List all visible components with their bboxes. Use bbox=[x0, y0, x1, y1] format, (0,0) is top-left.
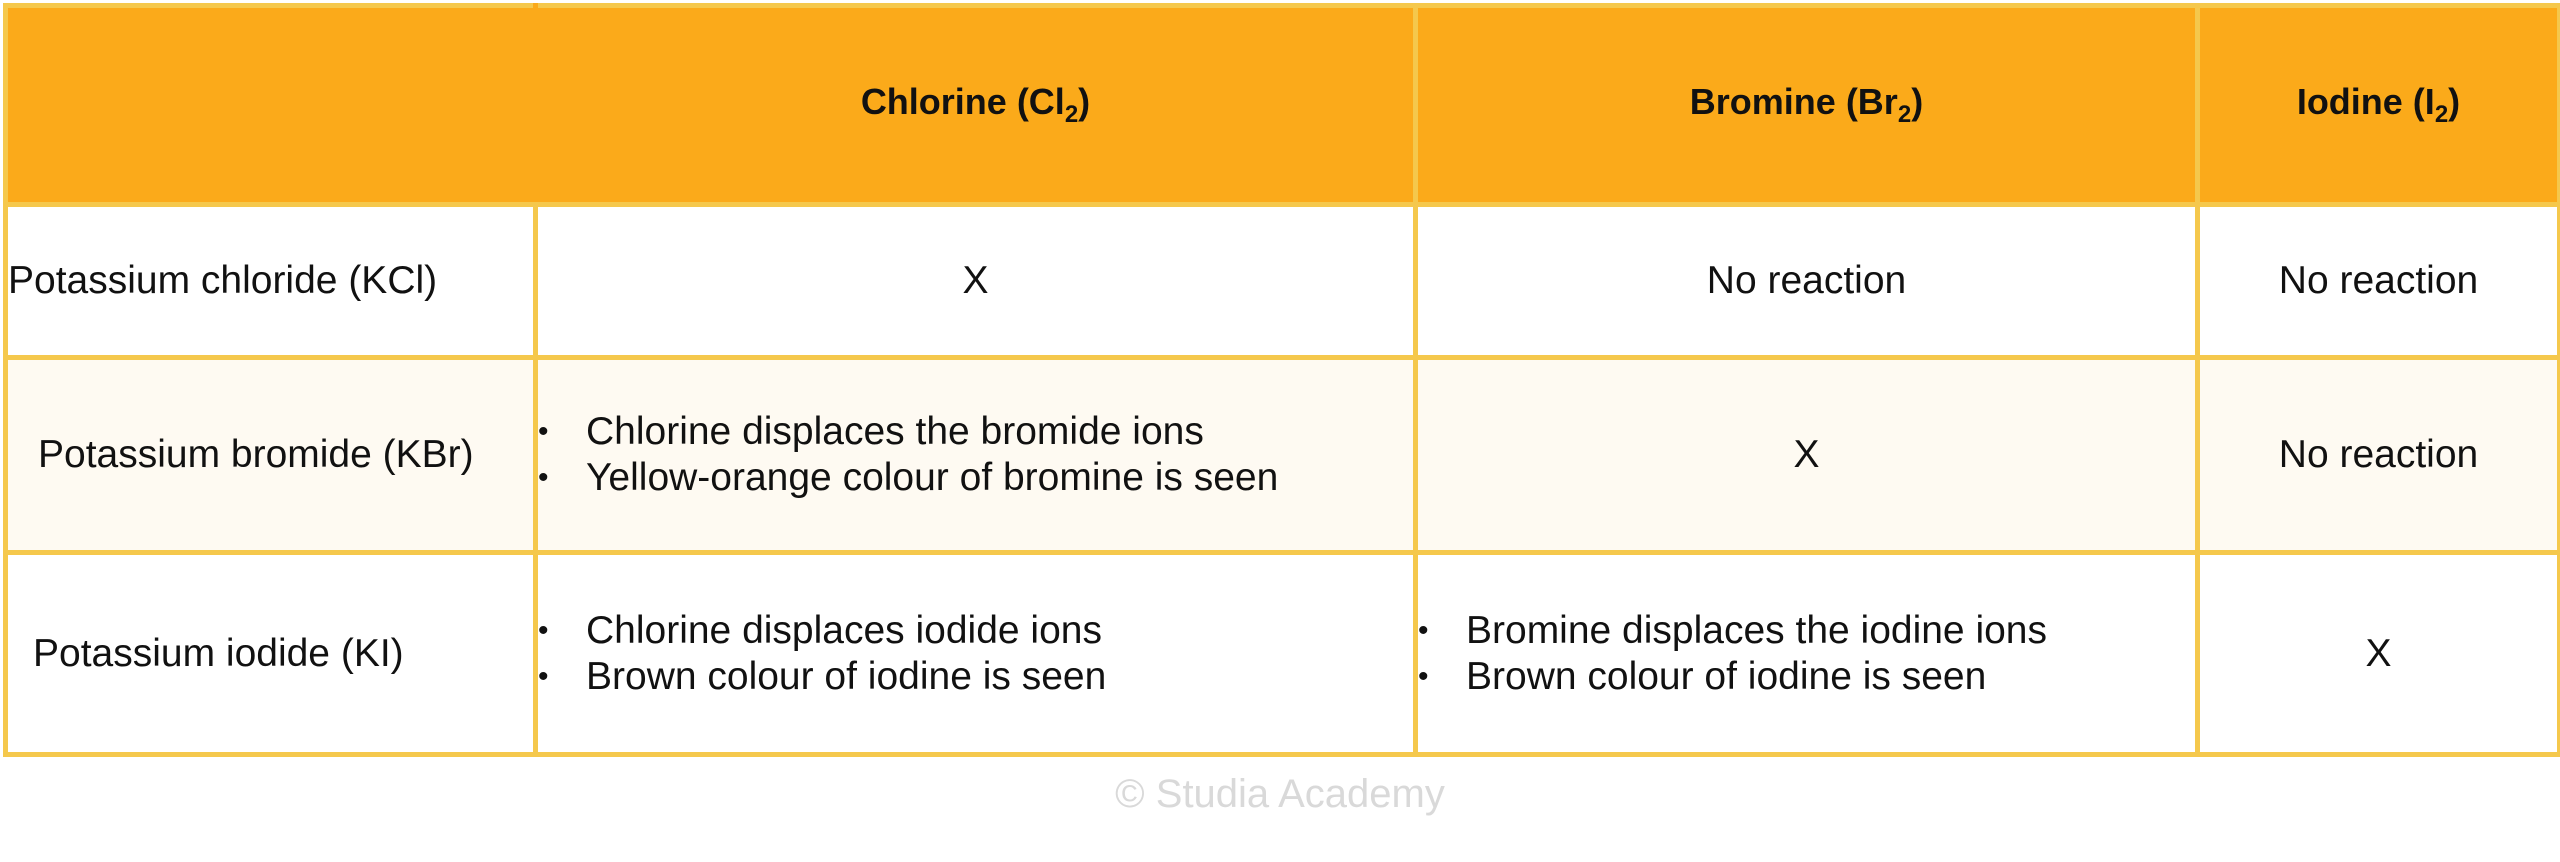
header-iodine-subscript: 2 bbox=[2434, 101, 2449, 128]
cell-kcl-chlorine: X bbox=[536, 205, 1416, 358]
list-item: • Bromine displaces the iodine ions bbox=[1418, 608, 2195, 654]
list-item: • Chlorine displaces the bromide ions bbox=[538, 409, 1413, 455]
header-corner-cell bbox=[6, 6, 536, 205]
cell-ki-bromine bbox=[1416, 553, 2198, 755]
list-item: • Brown colour of iodine is seen bbox=[1418, 654, 2195, 700]
header-chlorine-name: Chlorine (Cl bbox=[860, 81, 1065, 122]
cell-kcl-bromine: No reaction bbox=[1416, 205, 2198, 358]
list-item: • Brown colour of iodine is seen bbox=[538, 654, 1413, 700]
table-row-potassium-bromide bbox=[6, 358, 2560, 553]
header-iodine-name: Iodine (I bbox=[2296, 81, 2435, 122]
header-bromine-name: Bromine (Br bbox=[1689, 81, 1898, 122]
cell-kbr-bromine: X bbox=[1416, 358, 2198, 553]
row-label-kbr: Potassium bromide (KBr) bbox=[6, 358, 536, 553]
list-item: • Yellow-orange colour of bromine is seen bbox=[538, 455, 1413, 501]
watermark: © Studia Academy bbox=[1115, 772, 1445, 816]
header-chlorine-close: ) bbox=[1078, 81, 1091, 122]
header-bromine-subscript: 2 bbox=[1897, 101, 1912, 128]
ki-chlorine-bullet-list bbox=[538, 608, 1413, 700]
row-label-ki: Potassium iodide (KI) bbox=[6, 553, 536, 755]
table-row-potassium-chloride bbox=[6, 205, 2560, 358]
cell-ki-iodine: X bbox=[2198, 553, 2560, 755]
header-chlorine bbox=[536, 6, 1416, 205]
header-bromine-close: ) bbox=[1911, 81, 1924, 122]
cell-kbr-chlorine bbox=[536, 358, 1416, 553]
kbr-chlorine-bullet-list bbox=[538, 409, 1413, 501]
row-label-kcl: Potassium chloride (KCl) bbox=[6, 205, 536, 358]
list-item: • Chlorine displaces iodide ions bbox=[538, 608, 1413, 654]
header-bromine bbox=[1416, 6, 2198, 205]
cell-kcl-iodine: No reaction bbox=[2198, 205, 2560, 358]
header-iodine bbox=[2198, 6, 2560, 205]
header-iodine-close: ) bbox=[2448, 81, 2461, 122]
halogen-displacement-table bbox=[3, 3, 2560, 757]
ki-bromine-bullet-list bbox=[1418, 608, 2195, 700]
cell-ki-chlorine bbox=[536, 553, 1416, 755]
header-row bbox=[6, 6, 2560, 205]
cell-kbr-iodine: No reaction bbox=[2198, 358, 2560, 553]
table-row-potassium-iodide bbox=[6, 553, 2560, 755]
header-chlorine-subscript: 2 bbox=[1064, 101, 1079, 128]
